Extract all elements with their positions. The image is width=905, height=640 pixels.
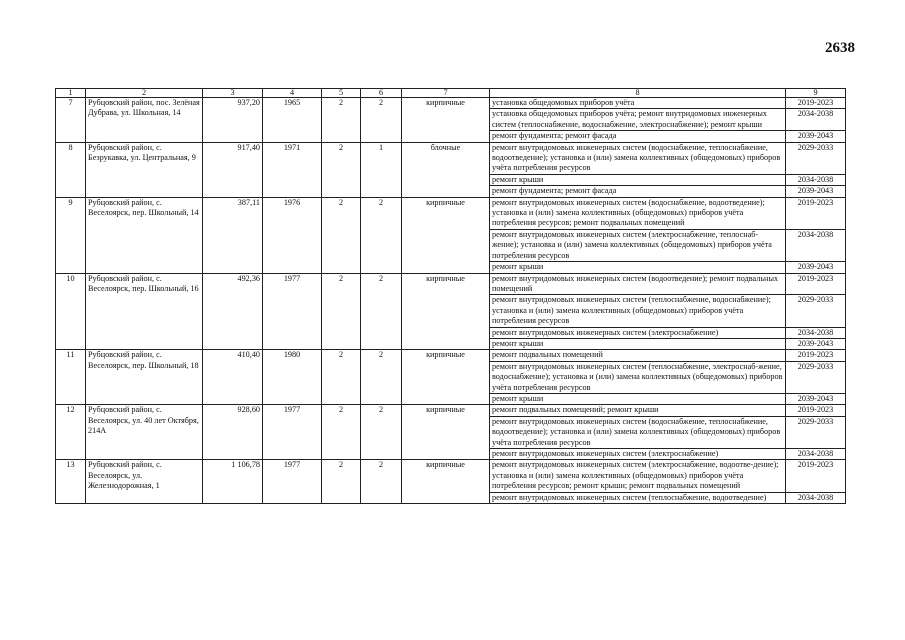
row-number: 10 bbox=[56, 273, 86, 350]
year-cell: 1977 bbox=[263, 405, 322, 460]
table-row bbox=[56, 142, 846, 174]
entrances-cell: 2 bbox=[361, 98, 402, 143]
table-row bbox=[56, 460, 846, 492]
year-cell: 1965 bbox=[263, 98, 322, 143]
work-type-cell: ремонт подвальных помещений bbox=[490, 350, 786, 361]
floors-cell: 2 bbox=[322, 98, 361, 143]
work-type-cell: ремонт внутридомовых инженерных систем (водоснабжение, водоотведение); установка и (или) замена коллективных (общедомовых) приборов учёта потребления ресурсов; ремонт подвальных помещений bbox=[490, 197, 786, 229]
work-type-cell: ремонт крыши bbox=[490, 262, 786, 273]
work-type-cell: ремонт внутридомовых инженерных систем (электроснабжение, теплоснаб-жение); установка и (или) замена коллективных (общедомовых) приборов учёта потребления ресурсов bbox=[490, 229, 786, 261]
row-number: 13 bbox=[56, 460, 86, 504]
row-number: 12 bbox=[56, 405, 86, 460]
area-cell: 1 106,78 bbox=[203, 460, 263, 504]
wall-material-cell: кирпичные bbox=[402, 98, 490, 143]
area-cell: 387,11 bbox=[203, 197, 263, 273]
work-type-cell: ремонт фундамента; ремонт фасада bbox=[490, 131, 786, 142]
row-number: 9 bbox=[56, 197, 86, 273]
wall-material-cell: кирпичные bbox=[402, 273, 490, 350]
work-type-cell: ремонт крыши bbox=[490, 338, 786, 349]
entrances-cell: 2 bbox=[361, 197, 402, 273]
period-cell: 2039-2043 bbox=[786, 131, 846, 142]
entrances-cell: 2 bbox=[361, 350, 402, 405]
work-type-cell: ремонт внутридомовых инженерных систем (теплоснабжение, водоотведение) bbox=[490, 492, 786, 503]
work-type-cell: ремонт внутридомовых инженерных систем (теплоснабжение, электроснаб-жение, водоснабжение); установка и (или) замена коллективных (общедомовых) приборов учёта потребления ресурсов bbox=[490, 361, 786, 393]
column-header: 5 bbox=[322, 89, 361, 98]
address-cell: Рубцовский район, с. Веселоярск, пер. Школьный, 14 bbox=[86, 197, 203, 273]
housing-repair-table bbox=[55, 88, 846, 504]
period-cell: 2039-2043 bbox=[786, 393, 846, 404]
row-number: 11 bbox=[56, 350, 86, 405]
entrances-cell: 2 bbox=[361, 405, 402, 460]
column-header: 1 bbox=[56, 89, 86, 98]
work-type-cell: установка общедомовых приборов учёта; ремонт внутридомовых инженерных систем (теплоснабжение, водоснабжение, электроснабжение); ремонт крыши bbox=[490, 109, 786, 131]
wall-material-cell: кирпичные bbox=[402, 460, 490, 504]
area-cell: 928,60 bbox=[203, 405, 263, 460]
column-header: 9 bbox=[786, 89, 846, 98]
column-header: 7 bbox=[402, 89, 490, 98]
period-cell: 2034-2038 bbox=[786, 327, 846, 338]
table-row bbox=[56, 405, 846, 416]
period-cell: 2029-2033 bbox=[786, 361, 846, 393]
floors-cell: 2 bbox=[322, 273, 361, 350]
period-cell: 2019-2023 bbox=[786, 98, 846, 109]
period-cell: 2019-2023 bbox=[786, 197, 846, 229]
work-type-cell: ремонт внутридомовых инженерных систем (водоотведение); ремонт подвальных помещений bbox=[490, 273, 786, 295]
floors-cell: 2 bbox=[322, 460, 361, 504]
floors-cell: 2 bbox=[322, 405, 361, 460]
entrances-cell: 2 bbox=[361, 273, 402, 350]
area-cell: 410,40 bbox=[203, 350, 263, 405]
period-cell: 2019-2023 bbox=[786, 350, 846, 361]
column-header: 6 bbox=[361, 89, 402, 98]
work-type-cell: ремонт внутридомовых инженерных систем (электроснабжение, водоотве-дение); установка и (или) замена коллективных (общедомовых) приборов учёта потребления ресурсов; ремонт крыши; ремонт подвальных помещений bbox=[490, 460, 786, 492]
area-cell: 917,40 bbox=[203, 142, 263, 197]
year-cell: 1977 bbox=[263, 460, 322, 504]
wall-material-cell: блочные bbox=[402, 142, 490, 197]
period-cell: 2034-2038 bbox=[786, 492, 846, 503]
address-cell: Рубцовский район, с. Безрукавка, ул. Центральная, 9 bbox=[86, 142, 203, 197]
work-type-cell: ремонт крыши bbox=[490, 393, 786, 404]
entrances-cell: 1 bbox=[361, 142, 402, 197]
period-cell: 2039-2043 bbox=[786, 338, 846, 349]
wall-material-cell: кирпичные bbox=[402, 350, 490, 405]
work-type-cell: ремонт внутридомовых инженерных систем (теплоснабжение, водоснабжение); установка и (или) замена коллективных (общедомовых) приборов учёта потребления ресурсов bbox=[490, 295, 786, 327]
wall-material-cell: кирпичные bbox=[402, 197, 490, 273]
column-header: 4 bbox=[263, 89, 322, 98]
floors-cell: 2 bbox=[322, 142, 361, 197]
work-type-cell: ремонт внутридомовых инженерных систем (водоснабжение, теплоснабжение, водоотведение); установка и (или) замена коллективных (общедомовых) приборов учёта потребления ресурсов bbox=[490, 142, 786, 174]
page-number: 2638 bbox=[825, 40, 855, 56]
floors-cell: 2 bbox=[322, 350, 361, 405]
period-cell: 2034-2038 bbox=[786, 229, 846, 261]
work-type-cell: ремонт подвальных помещений; ремонт крыши bbox=[490, 405, 786, 416]
address-cell: Рубцовский район, с. Веселоярск, пер. Школьный, 18 bbox=[86, 350, 203, 405]
work-type-cell: ремонт внутридомовых инженерных систем (электроснабжение) bbox=[490, 327, 786, 338]
period-cell: 2019-2023 bbox=[786, 460, 846, 492]
table-row bbox=[56, 197, 846, 229]
floors-cell: 2 bbox=[322, 197, 361, 273]
period-cell: 2019-2023 bbox=[786, 273, 846, 295]
work-type-cell: ремонт внутридомовых инженерных систем (водоснабжение, теплоснабжение, водоотведение); установка и (или) замена коллективных (общедомовых) приборов учёта потребления ресурсов bbox=[490, 416, 786, 448]
work-type-cell: установка общедомовых приборов учёта bbox=[490, 98, 786, 109]
period-cell: 2034-2038 bbox=[786, 449, 846, 460]
period-cell: 2034-2038 bbox=[786, 109, 846, 131]
year-cell: 1976 bbox=[263, 197, 322, 273]
area-cell: 492,36 bbox=[203, 273, 263, 350]
column-header: 2 bbox=[86, 89, 203, 98]
row-number: 8 bbox=[56, 142, 86, 197]
address-cell: Рубцовский район, с. Веселоярск, пер. Школьный, 16 bbox=[86, 273, 203, 350]
period-cell: 2029-2033 bbox=[786, 142, 846, 174]
work-type-cell: ремонт внутридомовых инженерных систем (электроснабжение) bbox=[490, 449, 786, 460]
table-row bbox=[56, 98, 846, 109]
header-row bbox=[56, 89, 846, 98]
address-cell: Рубцовский район, с. Веселоярск, ул. 40 лет Октября, 214А bbox=[86, 405, 203, 460]
table-row bbox=[56, 273, 846, 295]
period-cell: 2019-2023 bbox=[786, 405, 846, 416]
year-cell: 1980 bbox=[263, 350, 322, 405]
area-cell: 937,20 bbox=[203, 98, 263, 143]
period-cell: 2039-2043 bbox=[786, 262, 846, 273]
entrances-cell: 2 bbox=[361, 460, 402, 504]
work-type-cell: ремонт крыши bbox=[490, 174, 786, 185]
address-cell: Рубцовский район, пос. Зелёная Дубрава, ул. Школьная, 14 bbox=[86, 98, 203, 143]
row-number: 7 bbox=[56, 98, 86, 143]
column-header: 8 bbox=[490, 89, 786, 98]
period-cell: 2029-2033 bbox=[786, 295, 846, 327]
table-row bbox=[56, 350, 846, 361]
address-cell: Рубцовский район, с. Веселоярск, ул. Железнодорожная, 1 bbox=[86, 460, 203, 504]
year-cell: 1977 bbox=[263, 273, 322, 350]
column-header: 3 bbox=[203, 89, 263, 98]
year-cell: 1971 bbox=[263, 142, 322, 197]
work-type-cell: ремонт фундамента; ремонт фасада bbox=[490, 186, 786, 197]
wall-material-cell: кирпичные bbox=[402, 405, 490, 460]
period-cell: 2029-2033 bbox=[786, 416, 846, 448]
period-cell: 2034-2038 bbox=[786, 174, 846, 185]
period-cell: 2039-2043 bbox=[786, 186, 846, 197]
